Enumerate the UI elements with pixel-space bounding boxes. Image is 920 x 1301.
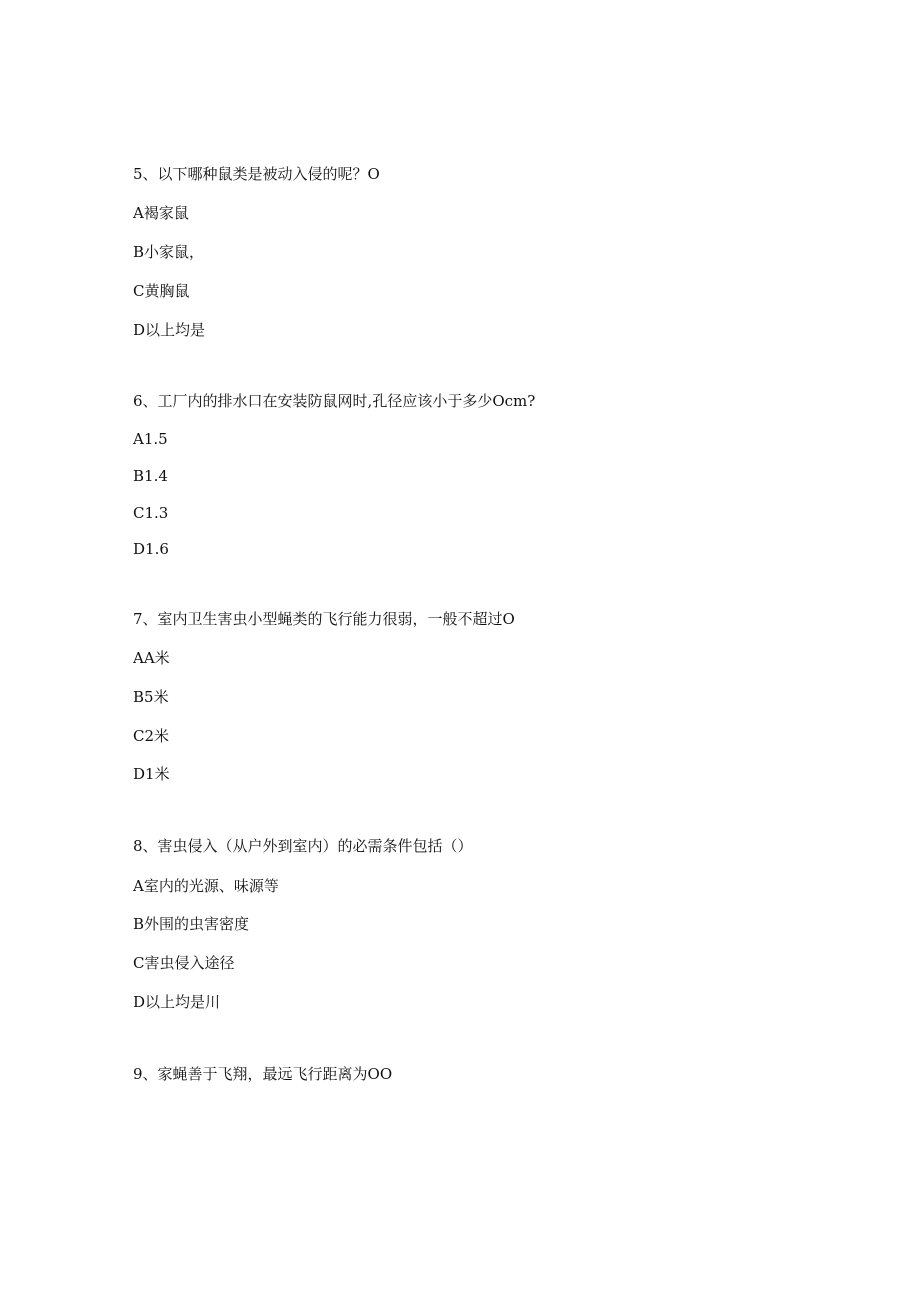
question-8-option-b: B外围的虫害密度 (133, 915, 250, 933)
question-8-option-a: A室内的光源、味源等 (133, 877, 279, 895)
question-5-option-d: D以上均是 (133, 321, 206, 339)
question-7-option-a: AA米 (133, 649, 170, 667)
question-6-option-a: A1.5 (133, 430, 168, 448)
question-5-option-b: B小家鼠， (133, 243, 205, 261)
question-9-text: 9、家蝇善于飞翔，最远飞行距离为OO (133, 1065, 393, 1083)
question-7-text: 7、室内卫生害虫小型蝇类的飞行能力很弱，一般不超过O (133, 610, 515, 628)
question-5-option-c: C黄胸鼠 (133, 282, 190, 300)
question-7-option-c: C2米 (133, 727, 170, 745)
question-7-option-d: D1米 (133, 765, 170, 783)
question-7-option-b: B5米 (133, 688, 169, 706)
question-6-option-c: C1.3 (133, 504, 169, 522)
question-6-option-b: B1.4 (133, 467, 168, 485)
question-5-option-a: A褐家鼠 (133, 204, 189, 222)
question-6-text: 6、工厂内的排水口在安装防鼠网时,孔径应该小于多少Ocm? (133, 392, 536, 410)
question-6-option-d: D1.6 (133, 540, 169, 558)
question-8-text: 8、害虫侵入（从户外到室内）的必需条件包括（） (133, 837, 473, 855)
question-8-option-d: D以上均是川 (133, 993, 221, 1011)
question-5-text: 5、以下哪种鼠类是被动入侵的呢？O (133, 165, 380, 183)
question-8-option-c: C害虫侵入途径 (133, 954, 235, 972)
